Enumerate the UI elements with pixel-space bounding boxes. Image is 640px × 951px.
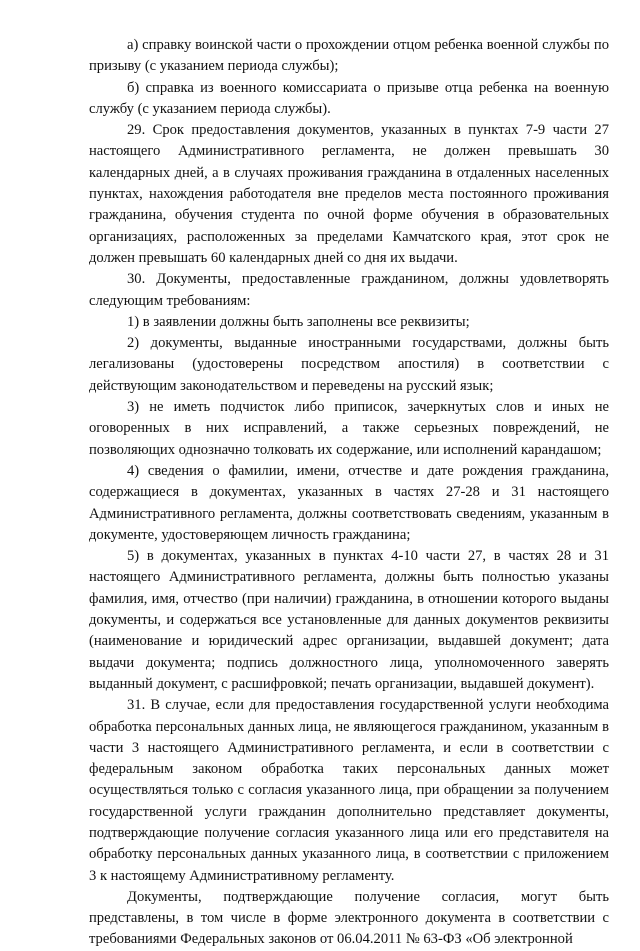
paragraph-29: 29. Срок предоставления документов, указанных в пунктах 7-9 части 27 настоящего Административного регламента, не должен превышать 30 календарных дней, а в случаях проживания гражданина в отдаленных населенных пунктах, нахождения работодателя вне пределов места постоянного проживания гражданина, обучения студента по очной форме обучения в образовательных организациях, расположенных за пределами Камчатского края, этот срок не должен превышать 60 календарных дней со дня их выдачи. bbox=[89, 122, 609, 266]
document-page bbox=[89, 35, 609, 951]
requirement-item-1: 1) в заявлении должны быть заполнены все реквизиты; bbox=[127, 313, 470, 330]
requirement-item-2: 2) документы, выданные иностранными государствами, должны быть легализованы (удостоверены посредством апостиля) в соответствии с действующим законодательством и переведены на русский язык; bbox=[89, 335, 609, 394]
requirement-item-5: 5) в документах, указанных в пунктах 4-10 части 27, в частях 28 и 31 настоящего Административного регламента, должны быть полностью указаны фамилия, имя, отчество (при наличии) гражданина, в отношении которого выданы документы, и содержаться все установленные для данных документов реквизиты (наименование и юридический адрес организации, выдавшей документ; дата выдачи документа; подпись должностного лица, уполномоченного заверять выданный документ, с расшифровкой; печать организации, выдавшей документ). bbox=[89, 548, 609, 692]
paragraph-subitem-b: б) справка из военного комиссариата о призыве отца ребенка на военную службу (с указанием периода службы). bbox=[89, 79, 609, 117]
paragraph-31: 31. В случае, если для предоставления государственной услуги необходима обработка персональных данных лица, не являющегося гражданином, указанным в части 3 настоящего Административного регламента, и если в соответствии с федеральным законом обработка таких персональных данных может осуществляться только с согласия указанного лица, при обращении за получением государственной услуги гражданин дополнительно представляет документы, подтверждающие получение согласия указанного лица или его представителя на обработку персональных данных указанного лица, в соответствии с приложением 3 к настоящему Административному регламенту. bbox=[89, 697, 609, 884]
paragraph-30: 30. Документы, предоставленные гражданином, должны удовлетворять следующим требованиям: bbox=[89, 271, 609, 309]
paragraph-subitem-a: а) справку воинской части о прохождении отцом ребенка военной службы по призыву (с указанием периода службы); bbox=[89, 37, 609, 75]
paragraph-consent-documents: Документы, подтверждающие получение согласия, могут быть представлены, в том числе в форме электронного документа в соответствии с требованиями Федеральных законов от 06.04.2011 № 63-ФЗ «Об электронной bbox=[89, 888, 609, 948]
requirement-item-3: 3) не иметь подчисток либо приписок, зачеркнутых слов и иных не оговоренных в них исправлений, а также серьезных повреждений, не позволяющих однозначно толковать их содержание, или исполнений карандашом; bbox=[89, 399, 609, 458]
requirement-item-4: 4) сведения о фамилии, имени, отчестве и дате рождения гражданина, содержащиеся в документах, указанных в частях 27-28 и 31 настоящего Административного регламента, должны соответствовать сведениям, указанным в документе, удостоверяющем личность гражданина; bbox=[89, 462, 609, 543]
